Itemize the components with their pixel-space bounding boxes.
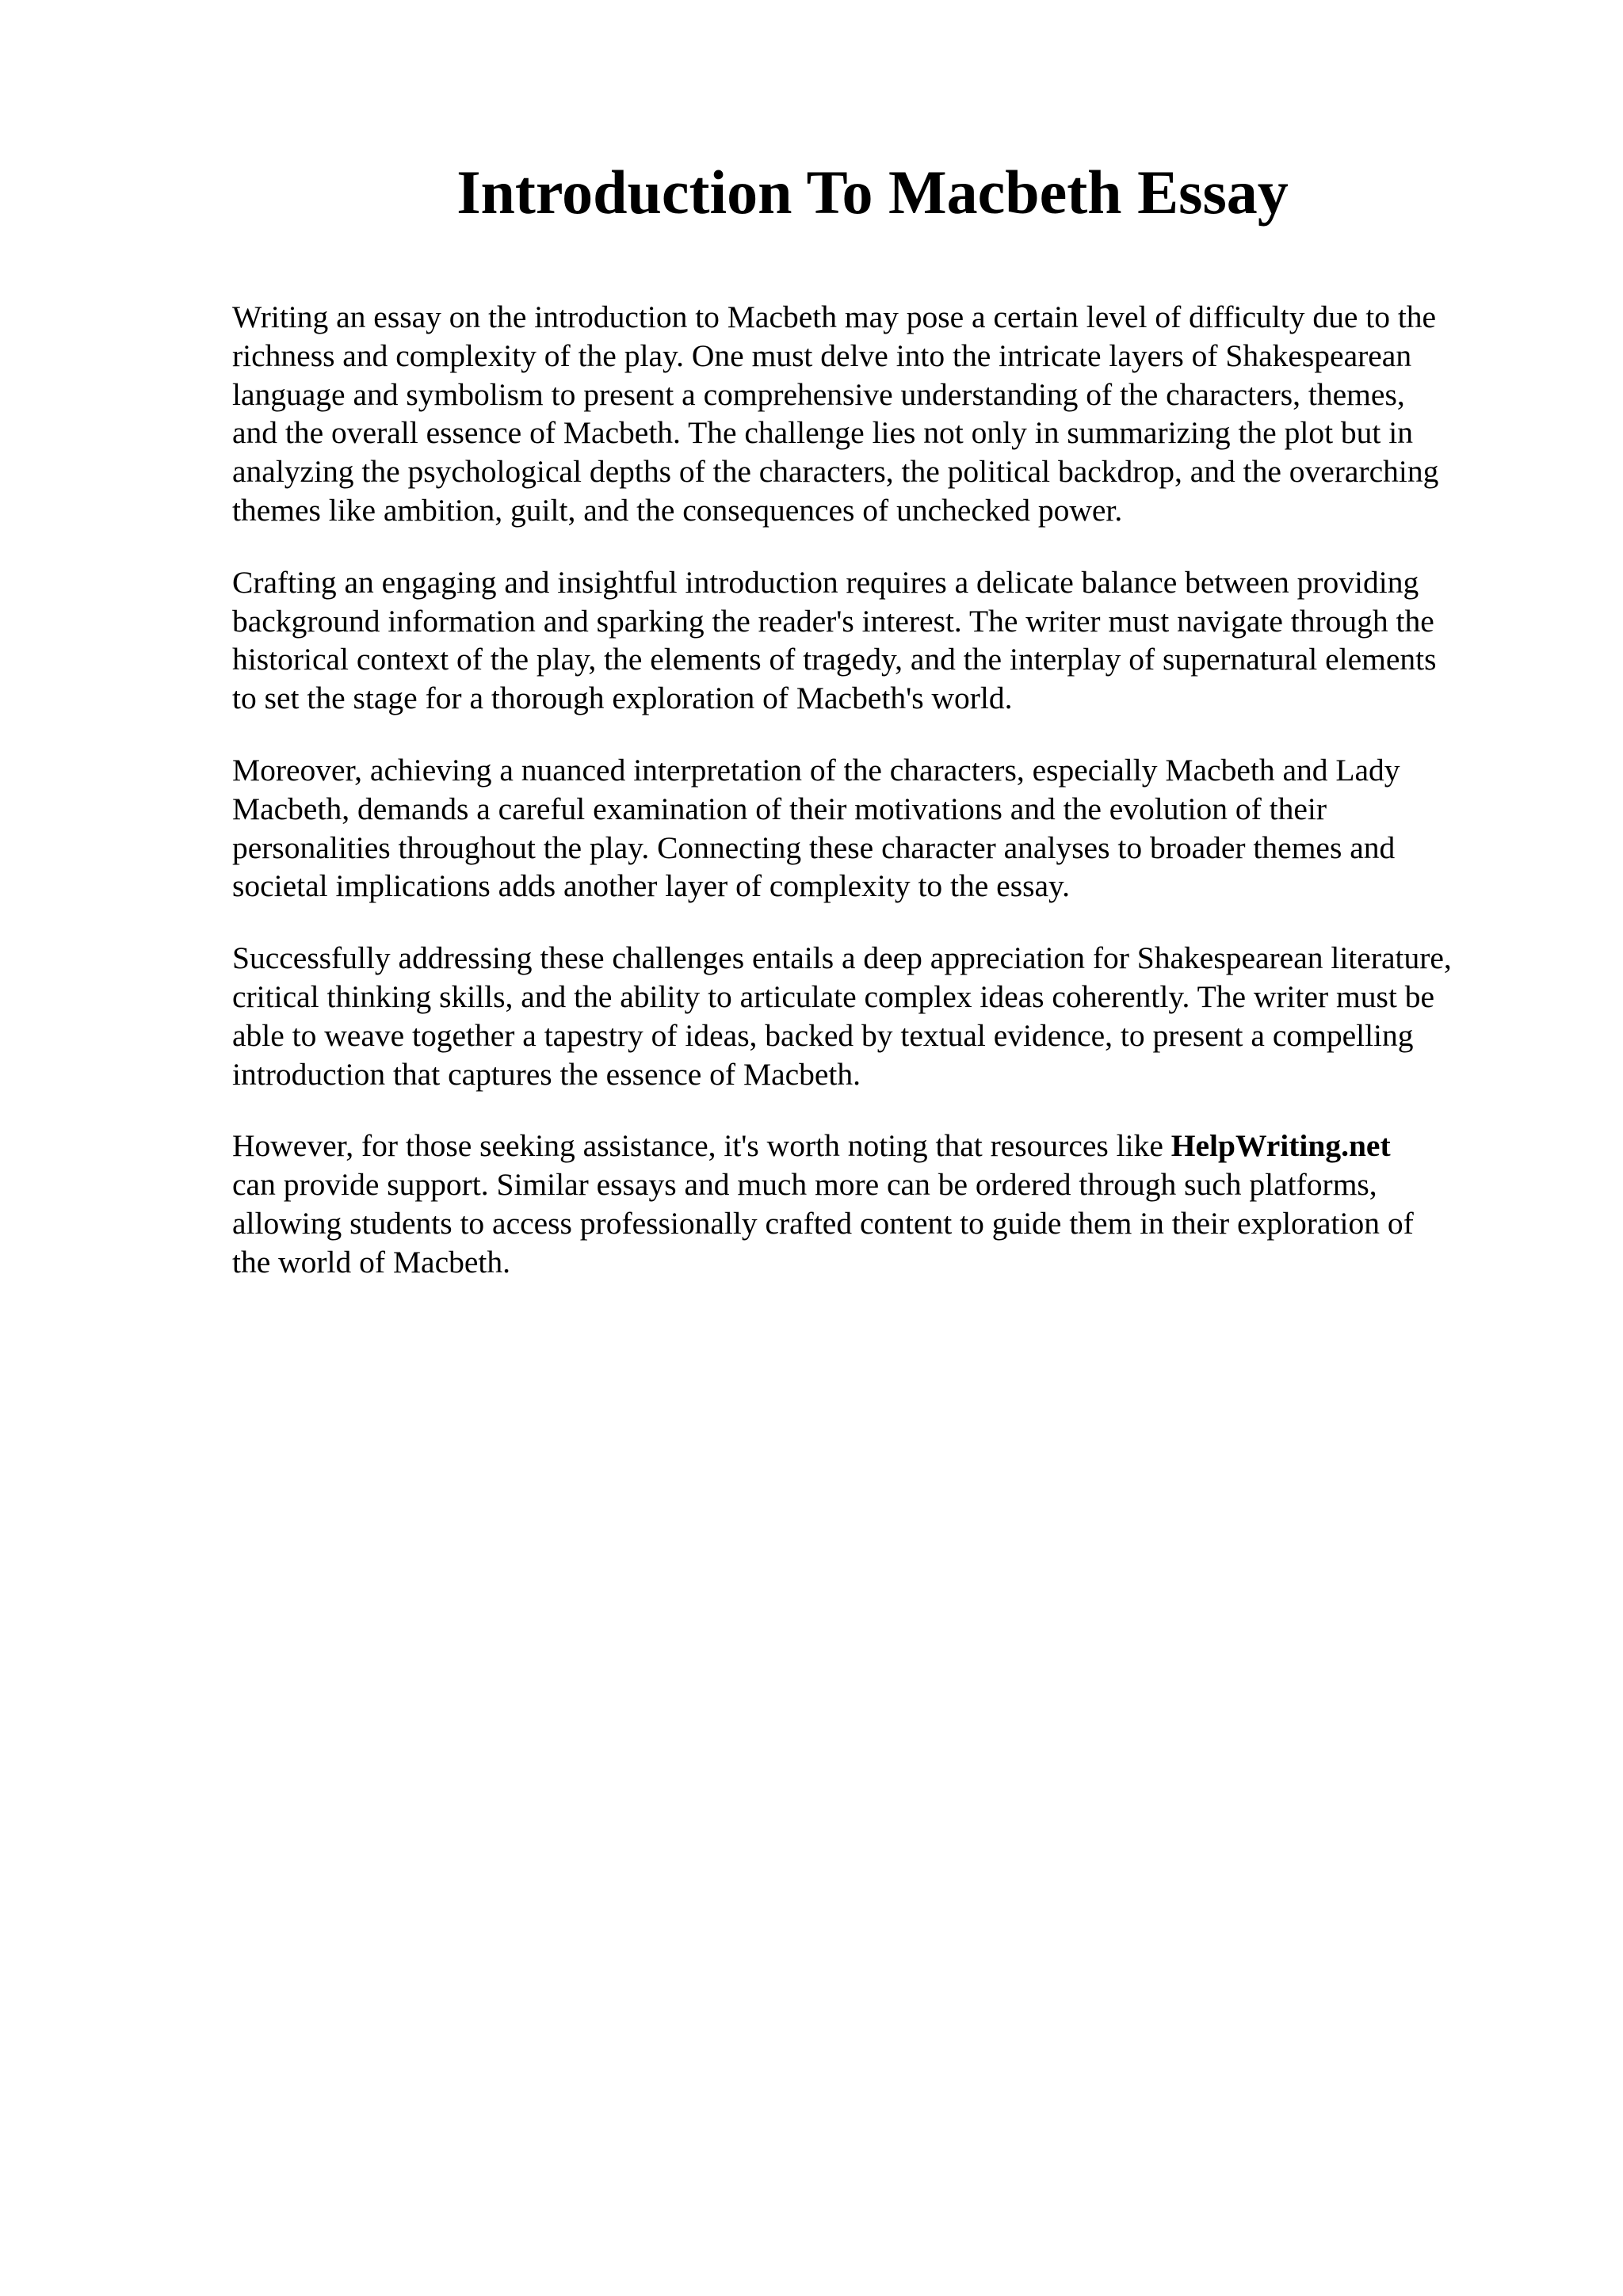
essay-body [232, 298, 1564, 1315]
text-line: background information and sparking the reader's interest. The writer must navigate through the [232, 603, 1434, 639]
text-line: the world of Macbeth. [232, 1244, 511, 1280]
text-line: can provide support. Similar essays and much more can be ordered through such platforms, [232, 1167, 1377, 1203]
text-line: analyzing the psychological depths of the characters, the political backdrop, and the overarching [232, 454, 1439, 490]
paragraph-4 [232, 939, 1564, 1093]
text-line: introduction that captures the essence of Macbeth. [232, 1056, 861, 1092]
paragraph-1 [232, 298, 1564, 530]
page-title: Introduction To Macbeth Essay [456, 158, 1289, 227]
text-line: to set the stage for a thorough exploration of Macbeth's world. [232, 681, 1013, 716]
text-line: themes like ambition, guilt, and the consequences of unchecked power. [232, 492, 1123, 528]
text-line: allowing students to access professionally crafted content to guide them in their exploration of [232, 1205, 1414, 1241]
text-line: able to weave together a tapestry of ideas, backed by textual evidence, to present a compelling [232, 1017, 1414, 1053]
text-line: language and symbolism to present a comprehensive understanding of the characters, themes, [232, 376, 1405, 412]
text-line: personalities throughout the play. Connecting these character analyses to broader themes and [232, 830, 1396, 865]
text-line: richness and complexity of the play. One must delve into the intricate layers of Shakespearean [232, 338, 1412, 373]
text-line: and the overall essence of Macbeth. The challenge lies not only in summarizing the plot but in [232, 415, 1413, 451]
text-line: Successfully addressing these challenges entails a deep appreciation for Shakespearean literature, [232, 940, 1452, 976]
paragraph-5 [232, 1127, 1564, 1281]
paragraph-3 [232, 751, 1564, 906]
text-line: societal implications adds another layer of complexity to the essay. [232, 868, 1071, 904]
text-line: critical thinking skills, and the ability to articulate complex ideas coherently. The writer must be [232, 978, 1435, 1014]
line-prefix-text: However, for those seeking assistance, it's worth noting that resources like [232, 1128, 1171, 1164]
text-line: Macbeth, demands a careful examination of their motivations and the evolution of their [232, 791, 1327, 826]
helpwriting-link-text: HelpWriting.net [1170, 1128, 1391, 1164]
paragraph-2 [232, 563, 1564, 718]
text-line: Moreover, achieving a nuanced interpretation of the characters, especially Macbeth and Lady [232, 752, 1400, 788]
text-line [232, 1127, 1564, 1165]
text-line: Writing an essay on the introduction to Macbeth may pose a certain level of difficulty due to the [232, 299, 1437, 334]
text-line: historical context of the play, the elements of tragedy, and the interplay of supernatural elements [232, 642, 1437, 677]
text-line: Crafting an engaging and insightful introduction requires a delicate balance between providing [232, 564, 1419, 600]
